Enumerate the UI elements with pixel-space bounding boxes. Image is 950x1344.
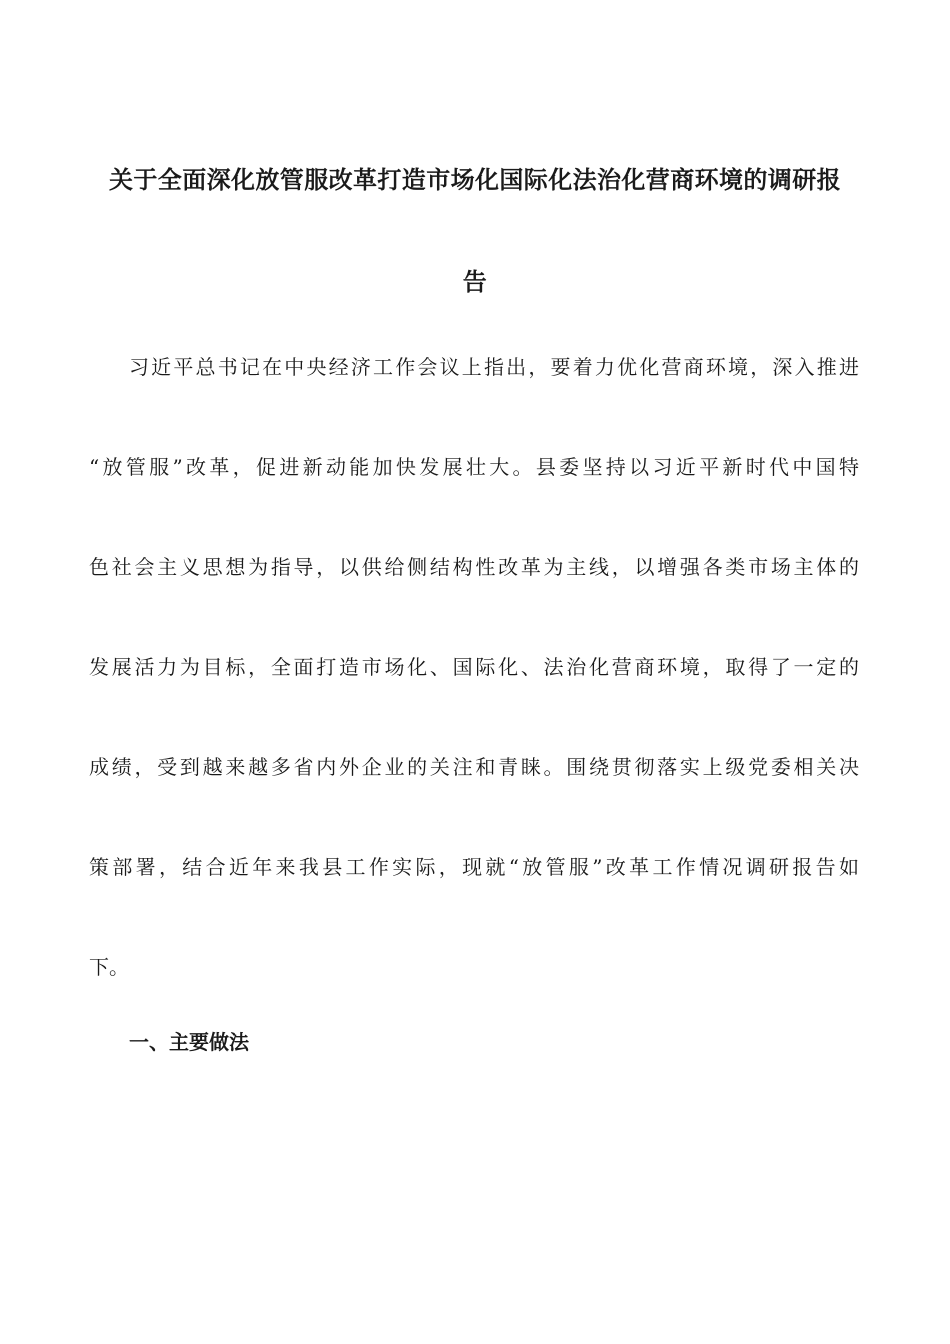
paragraph-line-1: 习近平总书记在中央经济工作会议上指出，要着力优化营商环境，深入推进 [129,355,859,379]
paragraph-line-7: 下。 [89,955,129,979]
paragraph-line-5: 成绩，受到越来越多省内外企业的关注和青睐。围绕贯彻落实上级党委相关决 [89,755,859,779]
paragraph-line-2: “放管服”改革，促进新动能加快发展壮大。县委坚持以习近平新时代中国特 [89,455,859,479]
paragraph-line-3: 色社会主义思想为指导，以供给侧结构性改革为主线，以增强各类市场主体的 [89,555,859,579]
document-title-line-1: 关于全面深化放管服改革打造市场化国际化法治化营商环境的调研报 [109,166,841,194]
paragraph-line-6: 策部署，结合近年来我县工作实际，现就“放管服”改革工作情况调研报告如 [89,855,859,879]
section-heading: 一、主要做法 [129,1030,249,1054]
document-title-line-2: 告 [462,268,488,296]
paragraph-line-4: 发展活力为目标，全面打造市场化、国际化、法治化营商环境，取得了一定的 [89,655,859,679]
